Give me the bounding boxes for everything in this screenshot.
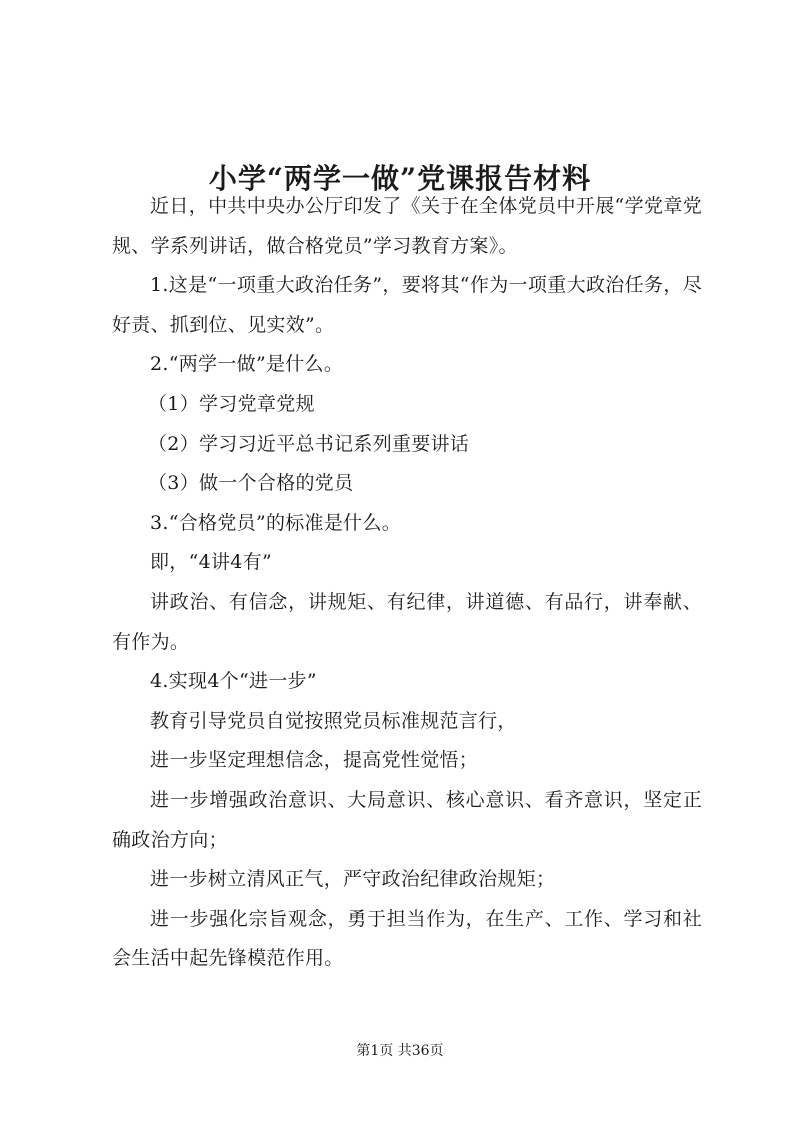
page-footer: 第1页 共36页 <box>356 1043 444 1059</box>
document-title: 小学“两学一做”党课报告材料 <box>208 161 592 195</box>
paragraph: 2.“两学一做”是什么。 <box>150 353 344 376</box>
paragraph: 进一步坚定理想信念，提高党性觉悟； <box>150 749 479 772</box>
paragraph: 即，“4讲4有” <box>150 551 273 574</box>
paragraph: 1.这是“一项重大政治任务”，要将其“作为一项重大政治任务，尽好责、抓到位、见实效”。 <box>112 274 702 336</box>
paragraph: 教育引导党员自觉按照党员标准规范言行， <box>150 709 517 732</box>
paragraph: 近日，中共中央办公厅印发了《关于在全体党员中开展“学党章党规、学系列讲话，做合格党员”学习教育方案》。 <box>112 195 702 257</box>
list-item: （1）学习党章党规 <box>148 392 315 415</box>
paragraph: 讲政治、有信念，讲规矩、有纪律，讲道德、有品行，讲奉献、有作为。 <box>112 590 702 653</box>
paragraph: 进一步树立清风正气，严守政治纪律政治规矩； <box>150 868 556 891</box>
paragraph: 3.“合格党员”的标准是什么。 <box>150 511 402 534</box>
list-item: （2）学习习近平总书记系列重要讲话 <box>148 432 470 455</box>
list-item: （3）做一个合格的党员 <box>148 472 354 495</box>
paragraph: 进一步增强政治意识、大局意识、核心意识、看齐意识，坚定正确政治方向； <box>112 788 702 851</box>
paragraph: 进一步强化宗旨观念，勇于担当作为，在生产、工作、学习和社会生活中起先锋模范作用。 <box>112 907 702 970</box>
document-body <box>112 187 702 979</box>
paragraph: 4.实现4个“进一步” <box>150 670 317 693</box>
